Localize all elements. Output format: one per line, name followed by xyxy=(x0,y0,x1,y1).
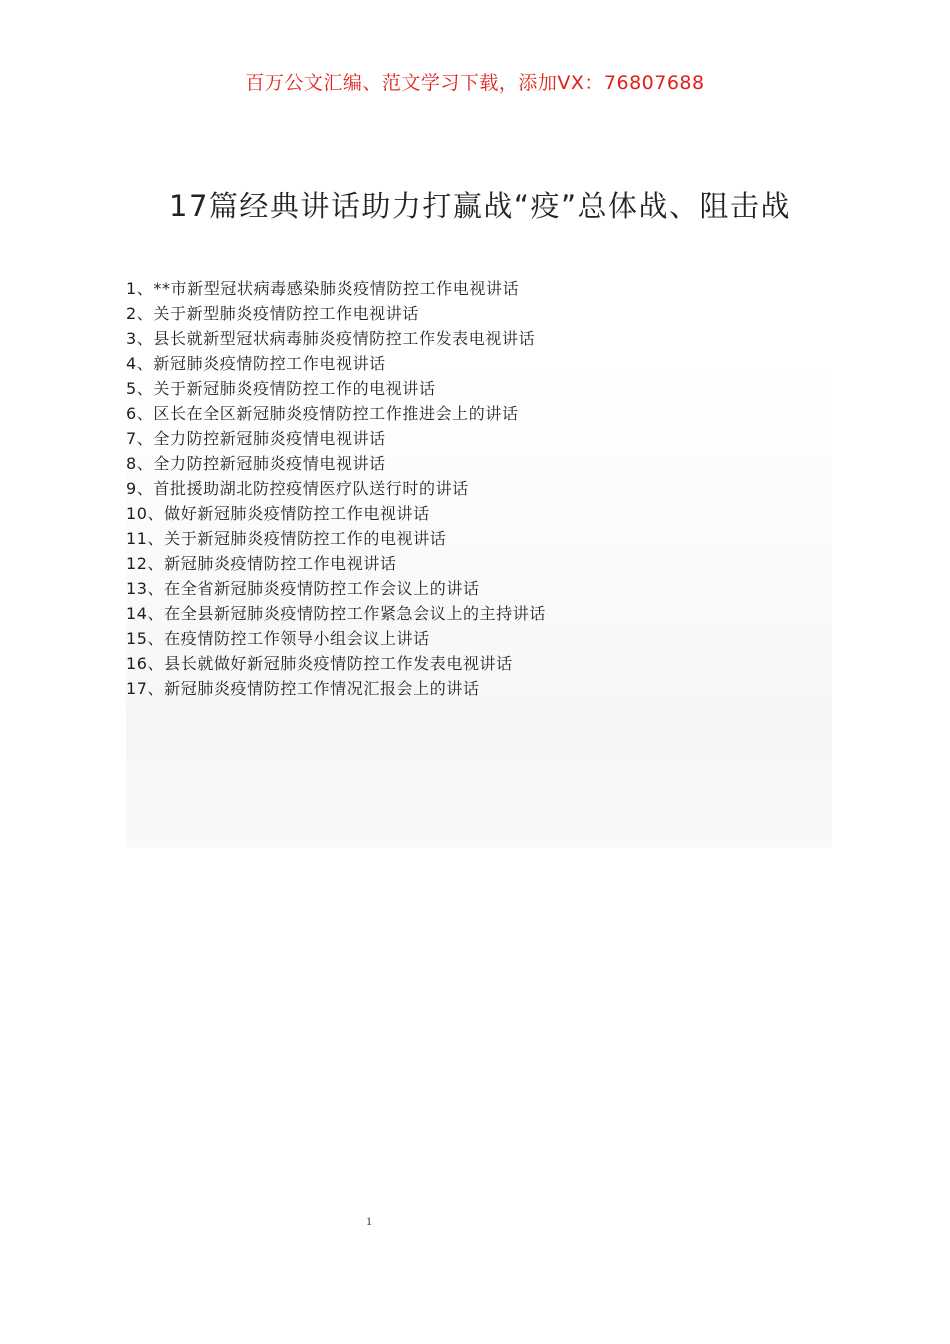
toc-item: 2、关于新型肺炎疫情防控工作电视讲话 xyxy=(126,304,419,323)
toc-item: 6、区长在全区新冠肺炎疫情防控工作推进会上的讲话 xyxy=(126,404,519,423)
document-title: 17篇经典讲话助力打赢战“疫”总体战、阻击战 xyxy=(169,189,791,223)
toc-item: 5、关于新冠肺炎疫情防控工作的电视讲话 xyxy=(126,379,436,398)
toc-item: 8、全力防控新冠肺炎疫情电视讲话 xyxy=(126,454,386,473)
toc-item: 10、做好新冠肺炎疫情防控工作电视讲话 xyxy=(126,504,430,523)
toc-item: 16、县长就做好新冠肺炎疫情防控工作发表电视讲话 xyxy=(126,654,513,673)
toc-item: 3、县长就新型冠状病毒肺炎疫情防控工作发表电视讲话 xyxy=(126,329,536,348)
page-number: 1 xyxy=(366,1214,372,1228)
toc-item: 14、在全县新冠肺炎疫情防控工作紧急会议上的主持讲话 xyxy=(126,604,546,623)
toc-item: 13、在全省新冠肺炎疫情防控工作会议上的讲话 xyxy=(126,579,480,598)
toc-item: 17、新冠肺炎疫情防控工作情况汇报会上的讲话 xyxy=(126,679,480,698)
toc-list xyxy=(126,276,546,701)
toc-item: 9、首批援助湖北防控疫情医疗队送行时的讲话 xyxy=(126,479,469,498)
toc-item: 1、**市新型冠状病毒感染肺炎疫情防控工作电视讲话 xyxy=(126,279,520,298)
toc-item: 7、全力防控新冠肺炎疫情电视讲话 xyxy=(126,429,386,448)
toc-item: 12、新冠肺炎疫情防控工作电视讲话 xyxy=(126,554,397,573)
table-of-contents xyxy=(126,274,832,848)
toc-item: 11、关于新冠肺炎疫情防控工作的电视讲话 xyxy=(126,529,447,548)
toc-item: 15、在疫情防控工作领导小组会议上讲话 xyxy=(126,629,430,648)
header-banner: 百万公文汇编、范文学习下载，添加VX：76807688 xyxy=(245,72,705,94)
toc-item: 4、新冠肺炎疫情防控工作电视讲话 xyxy=(126,354,386,373)
